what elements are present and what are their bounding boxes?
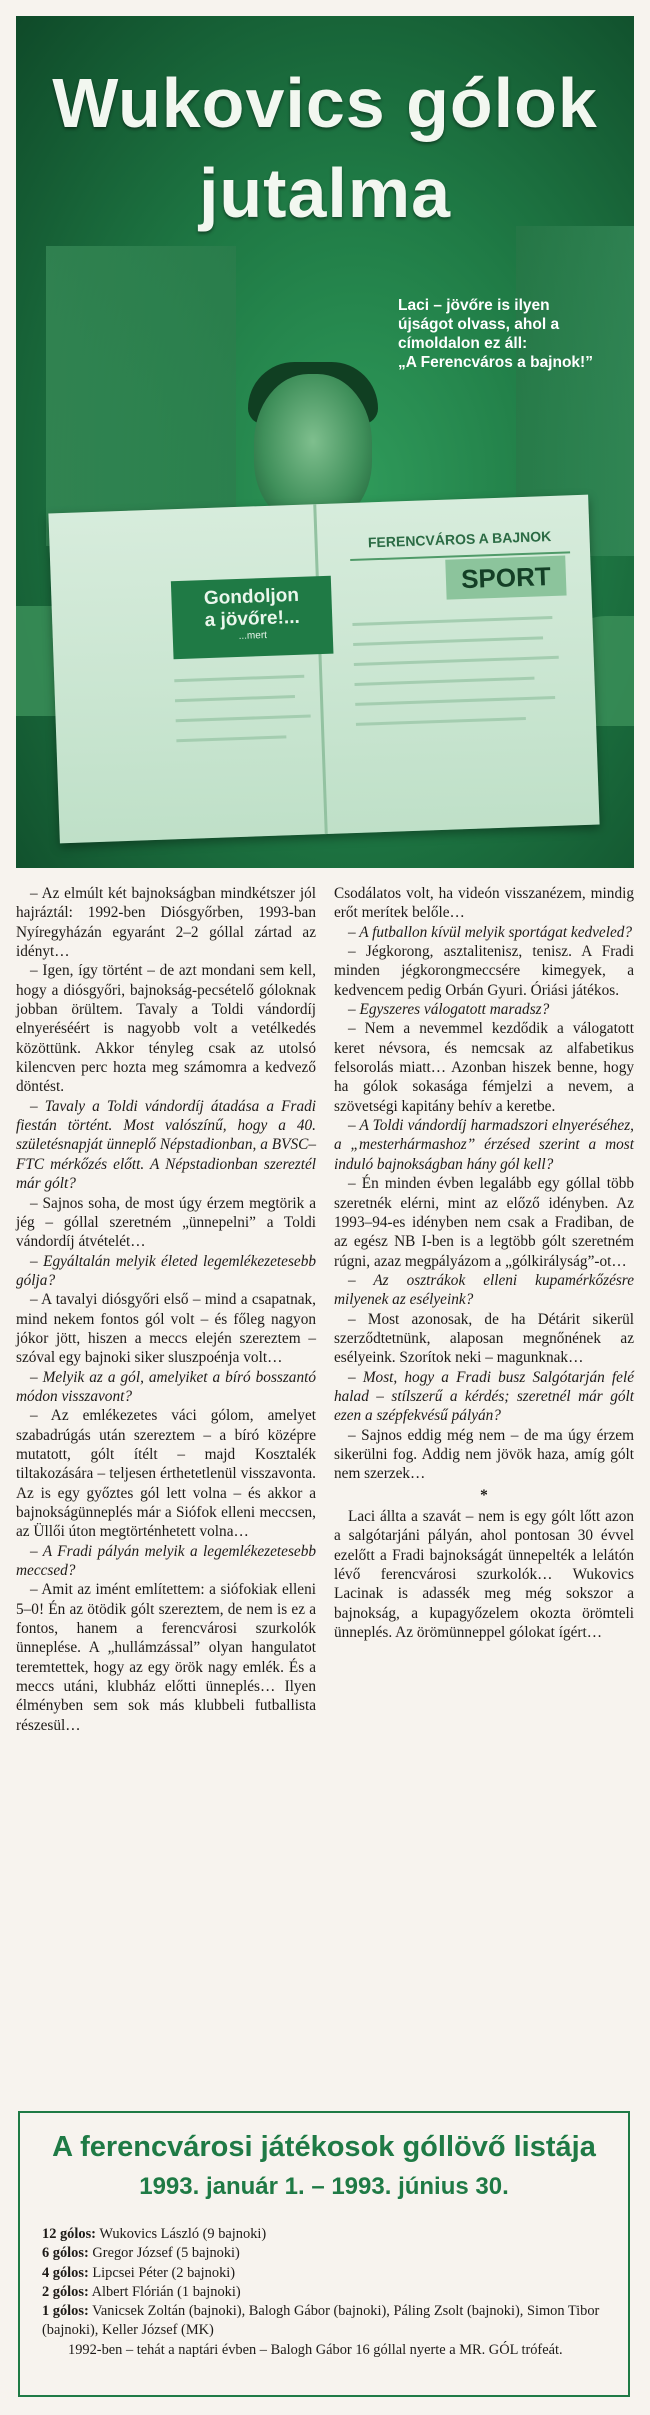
newspaper-ad-line: Gondoljon <box>203 584 300 610</box>
scorer-names: Gregor József (5 bajnoki) <box>92 2245 240 2262</box>
interview-paragraph: – A tavalyi diósgyőri első – mind a csapatnak, mind nekem fontos gól volt – és főleg nagyon jókor jött, hiszen a meccs elején szereztem – szóval egy bajnoki siker sluszpoénja volt… <box>16 1291 316 1367</box>
scorer-goals: 2 gólos: <box>42 2283 89 2300</box>
newspaper-masthead: FERENCVÁROS A BAJNOK <box>349 527 570 561</box>
newspaper <box>48 495 599 844</box>
interview-paragraph: Csodálatos volt, ha videón visszanézem, mindig erőt merítek belőle… <box>334 885 634 922</box>
interview-question: – A Toldi vándordíj harmadszori elnyeréséhez, a „mesterhármashoz” érzésed szerint a most induló bajnokságban hány gól kell? <box>334 1117 634 1173</box>
interview-paragraph: Laci állta a szavát – nem is egy gólt lőtt azon a salgótarjáni pályán, ahol pontosan 30 évvel ezelőtt a Fradi bajnokságát ünnepelték a lelátón lévő ferencvárosi szurkolók… Wukovics Lacinak is adassék meg még sokszor a bajnokság, a kupagyőzelem okozta örömteli ünneplés. Az örömünneppel gólokat ígért… <box>334 1508 634 1642</box>
interview-question: – A futballon kívül melyik sportágat kedveled? <box>348 923 633 941</box>
scorer-row <box>42 2264 612 2283</box>
newspaper-ad-small: ...mert <box>238 629 268 642</box>
newspaper-text-line <box>352 616 552 626</box>
scorer-row <box>42 2283 612 2302</box>
photo-caption-line: címoldalon ez áll: <box>398 335 528 352</box>
interview-question: – Tavaly a Toldi vándordíj átadása a Fradi fiestán történt. Most valószínű, hogy a 40. születésnapját ünneplő Népstadionban, a BVSC–FTC mérkőzés előtt. A Népstadionban szereztél már gólt? <box>16 1097 316 1193</box>
newspaper-text-line <box>356 717 526 726</box>
newspaper-text-line <box>355 677 535 686</box>
interview-question: – Melyik az a gól, amelyiket a bíró bosszantó módon visszavont? <box>16 1368 316 1405</box>
newspaper-text-line <box>175 695 295 702</box>
headline-line-2: jutalma <box>198 154 452 232</box>
scorers-box <box>18 2111 630 2397</box>
photo-caption-line: „A Ferencváros a bajnok!” <box>398 354 593 371</box>
hero-photo <box>16 16 634 868</box>
section-separator: * <box>480 1486 488 1504</box>
article-page <box>16 16 634 2401</box>
scorer-row <box>42 2302 612 2341</box>
article-column-right <box>334 884 634 1642</box>
newspaper-sport-logo: SPORT <box>445 556 566 600</box>
newspaper-text-line <box>354 656 559 666</box>
person-face <box>254 374 372 524</box>
scorer-row <box>42 2244 612 2263</box>
scorer-names: Albert Flórián (1 bajnoki) <box>91 2283 241 2300</box>
scorer-row <box>42 2225 612 2244</box>
newspaper-ad-line: a jövőre!... <box>204 606 301 632</box>
headline-line-1: Wukovics gólok <box>52 64 598 142</box>
interview-paragraph: – Az elmúlt két bajnokságban mindkétszer jól hajráztál: 1992-ben Diósgyőrben, 1993-ban Nyíregyházán egyaránt 2–2 góllal zártad az idényt… <box>16 885 316 961</box>
newspaper-ad <box>171 576 334 660</box>
scorer-goals: 4 gólos: <box>42 2264 89 2281</box>
interview-paragraph: – Sajnos soha, de most úgy érzem megtörik a jég – góllal szeretném „ünnepelni” a Toldi vándordíj átvételét… <box>16 1194 316 1251</box>
scorer-goals: 1 gólos: <box>42 2303 89 2320</box>
photo-window-left <box>46 246 236 546</box>
interview-paragraph: – Igen, így történt – de azt mondani sem kell, hogy a diósgyőri, bajnokság-pecsételő góloknak jobban örültem. Tavaly a Toldi vándordíj elnyeréséért is nagyobb volt a vetélkedés közöttünk. Akkor tényleg csak az utolsó kilencven perc hozta meg számomra a kedvező döntést. <box>16 962 316 1096</box>
scorers-note: 1992-ben – tehát a naptári évben – Balogh Gábor 16 góllal nyerte a MR. GÓL trófeát. <box>68 2341 563 2358</box>
scorer-names: Wukovics László (9 bajnoki) <box>99 2226 267 2242</box>
interview-question: – A Fradi pályán melyik a legemlékezetesebb meccsed? <box>16 1542 316 1580</box>
newspaper-text-line <box>353 636 543 646</box>
interview-question: – Most, hogy a Fradi busz Salgótarján felé halad – stílszerű a kérdés; szeretnél már gólt ezen a szépfekvésű pályán? <box>334 1368 634 1425</box>
photo-caption <box>398 296 628 372</box>
interview-paragraph: – Az emlékezetes váci gólom, amelyet szabadrúgás után szereztem – a bíró középre mutatott, gólt ítélt – majd Kosztalék tiltakozására – teljesen érthetetlenül visszavonta. Az is egy győztes gól lett volna – és akkor a bajnokságünneplés már a Siófok elleni meccsen, az Üllői úton megtörténhetett volna… <box>16 1407 316 1541</box>
scorer-goals: 12 gólos: <box>42 2226 96 2242</box>
photo-caption-line: újságot olvass, ahol a <box>398 316 560 333</box>
interview-question: – Az osztrákok elleni kupamérkőzésre milyenek az esélyeink? <box>334 1271 634 1309</box>
photo-caption-line: Laci – jövőre is ilyen <box>398 297 550 314</box>
interview-paragraph: – Jégkorong, asztalitenisz, tenisz. A Fradi minden jégkorongmeccsére kimegyek, a kedvencem pedig Orbán Gyuri. Óriási játékos. <box>334 943 634 999</box>
newspaper-text-line <box>176 714 311 722</box>
interview-paragraph: – Én minden évben legalább egy góllal több szeretnék elérni, mint az előző idényben. Az 1993–94-es idényben nem csak a Fradiban, de az egész NB I-ben is a legtöbb gólt szeretném rúgni, azaz megpályázom a „gólkirályság”-ot… <box>334 1175 634 1270</box>
newspaper-text-line <box>174 675 304 683</box>
article-column-left <box>16 884 316 1735</box>
scorer-goals: 6 gólos: <box>42 2245 89 2262</box>
scorers-box-title: A ferencvárosi játékosok góllövő listája <box>52 2131 596 2163</box>
newspaper-text-line <box>355 696 555 706</box>
interview-question: – Egyszeres válogatott maradsz? <box>348 1001 550 1019</box>
interview-question: – Egyáltalán melyik életed legemlékezetesebb gólja? <box>16 1252 316 1289</box>
scorers-list <box>42 2225 612 2360</box>
newspaper-text-line <box>176 735 286 742</box>
interview-paragraph: – Sajnos eddig még nem – de ma úgy érzem sikerülni fog. Addig nem jövök haza, amíg gólt nem szerzek… <box>334 1426 634 1483</box>
scorers-box-dates: 1993. január 1. – 1993. június 30. <box>139 2173 509 2200</box>
interview-paragraph: – Amit az imént említettem: a siófokiak elleni 5–0! Én az ötödik gólt szereztem, de nem is ez a fontos, hanem a ferencvárosi szurkolók ünneplése. A „hullámzással” olyan hangulatot teremtettek, hogy az egy örök nagy emlék. És a meccs utáni, klubház előtti ünneplés… Ilyen élményben sem sok más klubbeli futballista részesül… <box>16 1581 316 1734</box>
scorer-names: Lipcsei Péter (2 bajnoki) <box>92 2264 236 2281</box>
interview-paragraph: – Most azonosak, de ha Détárit sikerül szerződtetnünk, alaposan megnőnének az esélyeink. Szorítok neki – magunknak… <box>334 1310 634 1367</box>
interview-paragraph: – Nem a nevemmel kezdődik a válogatott keret névsora, és nemcsak az alfabetikus felsorolás miatt… Azonban hiszek benne, hogy ha gólok sokasága fémjelzi a nevem, a szövetségi kapitány behív a keretbe. <box>334 1020 634 1115</box>
scorer-names: Vanicsek Zoltán (bajnoki), Balogh Gábor (bajnoki), Páling Zsolt (bajnoki), Simon Tibor (bajnoki), Keller József (MK) <box>42 2303 600 2339</box>
newspaper-fold <box>313 504 328 834</box>
